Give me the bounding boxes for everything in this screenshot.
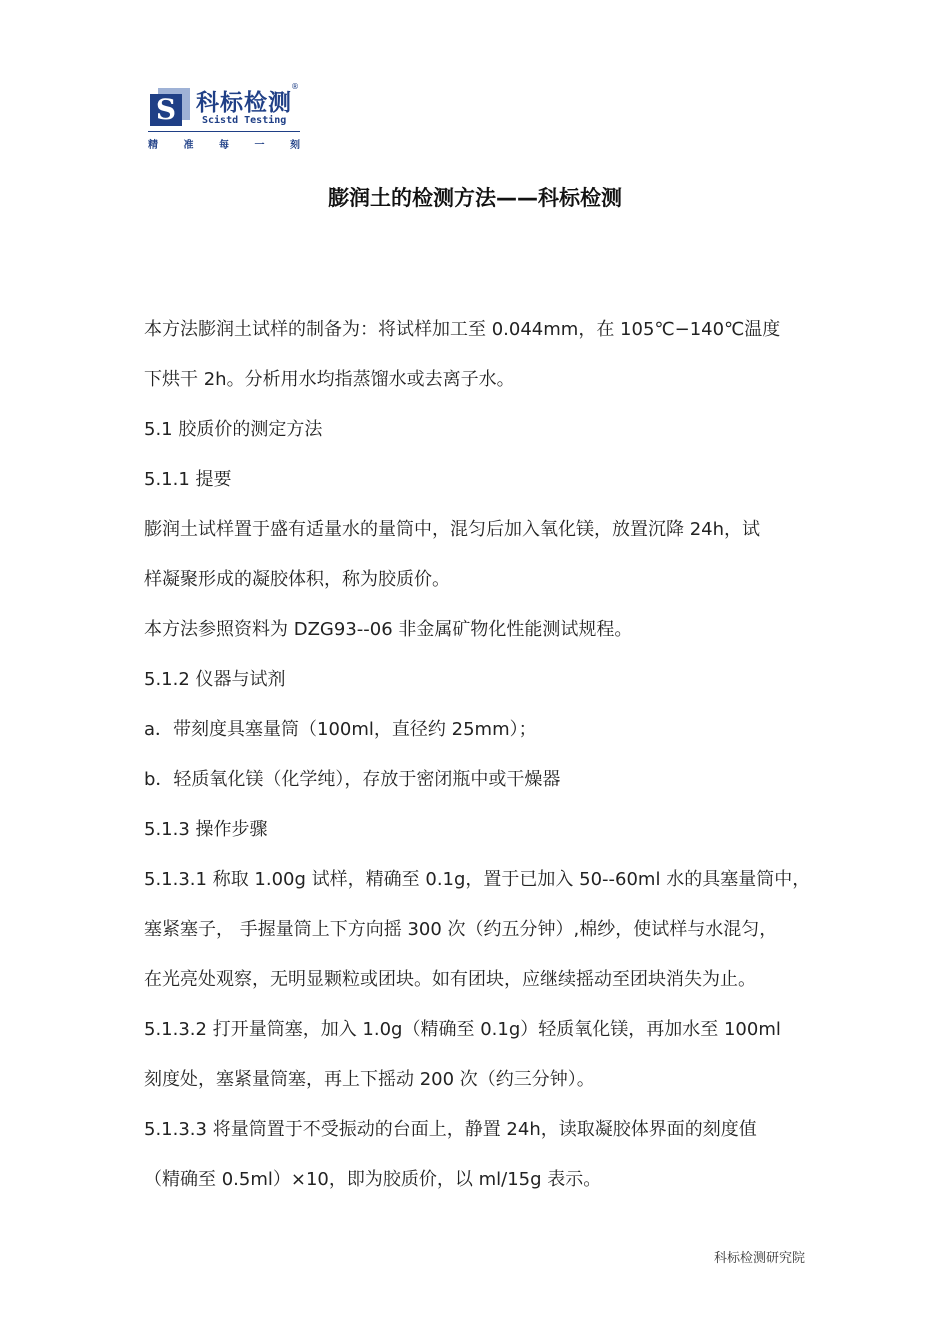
company-logo	[148, 82, 308, 152]
list-item: b．轻质氧化镁（化学纯），存放于密闭瓶中或干燥器	[144, 769, 561, 790]
body-line: 下烘干 2h。分析用水均指蒸馏水或去离子水。	[144, 369, 515, 390]
body-line: 塞紧塞子， 手握量筒上下方向摇 300 次（约五分钟）,棉纱，使试样与水混匀，	[144, 919, 778, 940]
logo-slogan-char: 一	[254, 140, 265, 151]
body-line: 5.1.3.3 将量筒置于不受振动的台面上，静置 24h，读取凝胶体界面的刻度值	[144, 1119, 757, 1140]
body-line: 5.1.3.2 打开量筒塞，加入 1.0g（精确至 0.1g）轻质氧化镁，再加水至 100ml	[144, 1019, 781, 1040]
document-title: 膨润土的检测方法——科标检测	[328, 186, 622, 210]
logo-divider	[148, 131, 300, 132]
logo-s-icon	[150, 88, 190, 128]
section-heading: 5.1.3 操作步骤	[144, 819, 268, 840]
section-heading: 5.1.2 仪器与试剂	[144, 669, 286, 690]
list-item: a．带刻度具塞量筒（100ml，直径约 25mm）；	[144, 719, 537, 740]
logo-name-cn: 科标检测	[196, 90, 292, 116]
logo-slogan-char: 准	[183, 140, 194, 151]
body-line: 本方法参照资料为 DZG93--06 非金属矿物化性能测试规程。	[144, 619, 633, 640]
body-line: （精确至 0.5ml）×10，即为胶质价，以 ml/15g 表示。	[144, 1169, 602, 1190]
document-body	[144, 305, 824, 1205]
body-line: 5.1.3.1 称取 1.00g 试样，精确至 0.1g，置于已加入 50--60ml 水的具塞量筒中，	[144, 869, 811, 890]
logo-slogan	[148, 136, 300, 151]
body-line: 样凝聚形成的凝胶体积，称为胶质价。	[144, 569, 450, 590]
logo-slogan-char: 精	[148, 140, 158, 151]
logo-mark-letter: S	[155, 93, 177, 126]
body-line: 刻度处，塞紧量筒塞，再上下摇动 200 次（约三分钟）。	[144, 1069, 595, 1090]
section-heading: 5.1.1 提要	[144, 469, 232, 490]
body-line: 本方法膨润土试样的制备为：将试样加工至 0.044mm，在 105℃−140℃温度	[144, 319, 781, 340]
body-line: 膨润土试样置于盛有适量水的量筒中，混匀后加入氧化镁，放置沉降 24h，试	[144, 519, 761, 540]
logo-registered-mark: ®	[291, 82, 299, 91]
body-line: 在光亮处观察，无明显颗粒或团块。如有团块，应继续摇动至团块消失为止。	[144, 969, 756, 990]
logo-name-en: Scistd Testing	[202, 115, 287, 126]
footer-institute: 科标检测研究院	[713, 1251, 805, 1266]
section-heading: 5.1 胶质价的测定方法	[144, 419, 323, 440]
logo-slogan-char: 刻	[290, 140, 300, 151]
logo-slogan-char: 每	[219, 140, 229, 151]
